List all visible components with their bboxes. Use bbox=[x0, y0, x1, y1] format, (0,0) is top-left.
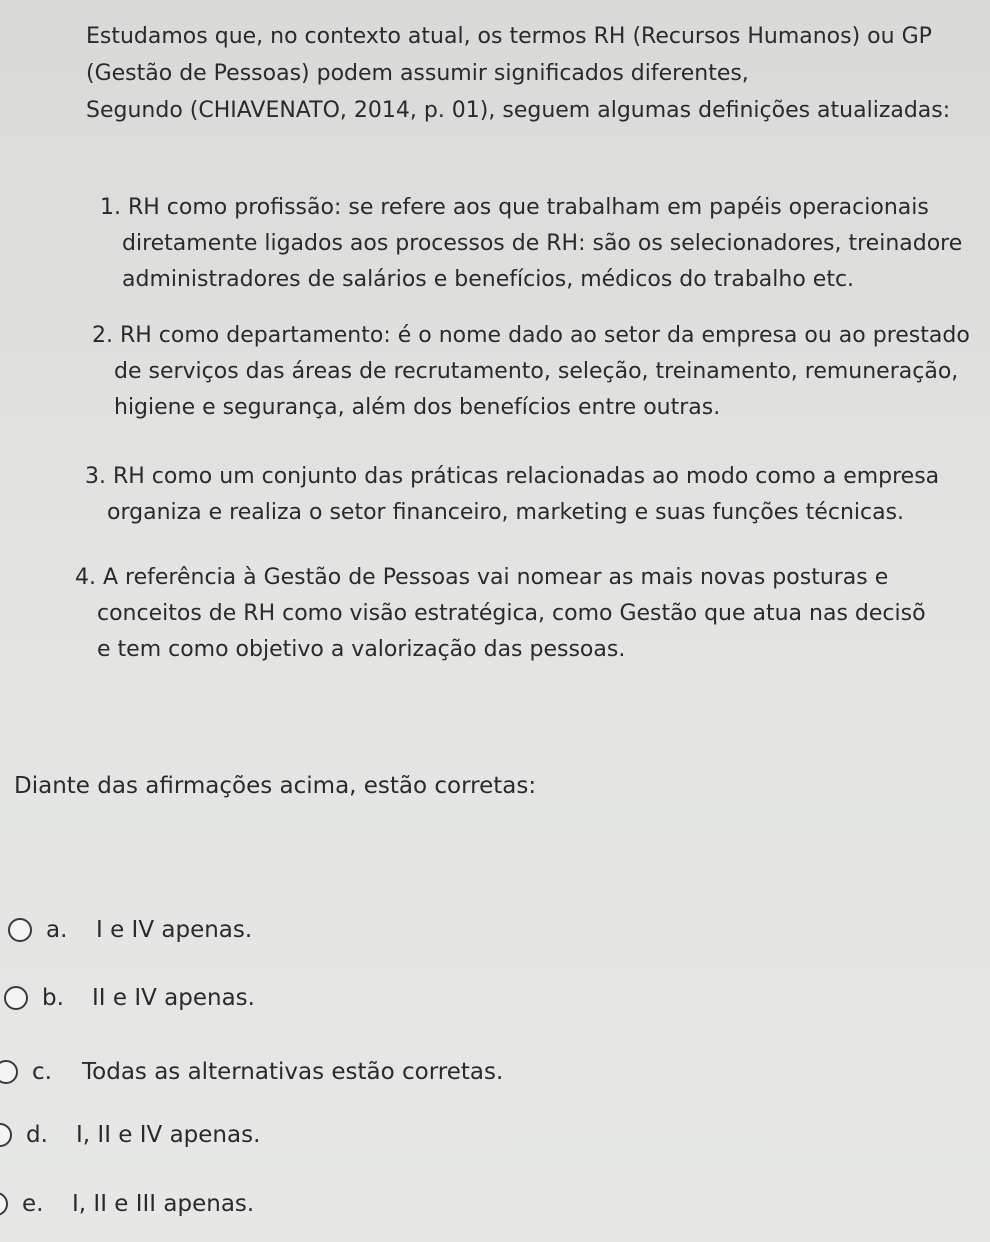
answer-option-c[interactable] bbox=[0, 1052, 503, 1092]
answer-option-a[interactable] bbox=[8, 910, 252, 950]
definition-item-2 bbox=[92, 318, 990, 426]
item-line: 1. RH como profissão: se refere aos que trabalham em papéis operacionais bbox=[100, 195, 929, 220]
item-line: 4. A referência à Gestão de Pessoas vai nomear as mais novas posturas e bbox=[75, 565, 889, 590]
option-letter: e. bbox=[22, 1191, 44, 1217]
item-line: diretamente ligados aos processos de RH: são os selecionadores, treinadore bbox=[122, 231, 963, 256]
radio-button-icon[interactable] bbox=[0, 1060, 18, 1084]
intro-line: (Gestão de Pessoas) podem assumir significados diferentes, bbox=[86, 61, 749, 86]
answer-option-b[interactable] bbox=[4, 978, 255, 1018]
item-line: e tem como objetivo a valorização das pessoas. bbox=[97, 637, 626, 662]
option-text: I, II e III apenas. bbox=[72, 1191, 255, 1217]
item-line: 2. RH como departamento: é o nome dado ao setor da empresa ou ao prestado bbox=[92, 323, 970, 348]
option-letter: c. bbox=[32, 1059, 52, 1085]
answer-option-e[interactable] bbox=[0, 1184, 254, 1224]
item-line: 3. RH como um conjunto das práticas relacionadas ao modo como a empresa bbox=[85, 464, 940, 489]
answer-option-d[interactable] bbox=[0, 1115, 260, 1155]
option-letter: a. bbox=[46, 917, 68, 943]
option-letter: b. bbox=[42, 985, 64, 1011]
radio-button-icon[interactable] bbox=[4, 986, 28, 1010]
item-line: higiene e segurança, além dos benefícios entre outras. bbox=[114, 395, 721, 420]
radio-button-icon[interactable] bbox=[0, 1192, 8, 1216]
option-text: Todas as alternativas estão corretas. bbox=[82, 1059, 504, 1085]
item-line: de serviços das áreas de recrutamento, seleção, treinamento, remuneração, bbox=[114, 359, 959, 384]
option-text: I, II e IV apenas. bbox=[76, 1122, 261, 1148]
definition-item-4 bbox=[75, 560, 990, 668]
item-line: conceitos de RH como visão estratégica, como Gestão que atua nas decisõ bbox=[97, 601, 926, 626]
option-text: I e IV apenas. bbox=[96, 917, 253, 943]
intro-line: Estudamos que, no contexto atual, os termos RH (Recursos Humanos) ou GP bbox=[86, 24, 932, 49]
question-prompt: Diante das afirmações acima, estão corretas: bbox=[14, 773, 537, 799]
radio-button-icon[interactable] bbox=[8, 918, 32, 942]
option-letter: d. bbox=[26, 1122, 48, 1148]
item-line: organiza e realiza o setor financeiro, marketing e suas funções técnicas. bbox=[107, 500, 905, 525]
option-text: II e IV apenas. bbox=[92, 985, 255, 1011]
intro-line: Segundo (CHIAVENATO, 2014, p. 01), seguem algumas definições atualizadas: bbox=[86, 98, 951, 123]
definition-item-3 bbox=[85, 459, 990, 531]
definition-item-1 bbox=[100, 190, 990, 298]
item-line: administradores de salários e benefícios, médicos do trabalho etc. bbox=[122, 267, 855, 292]
intro-paragraph bbox=[86, 18, 986, 129]
radio-button-icon[interactable] bbox=[0, 1123, 12, 1147]
